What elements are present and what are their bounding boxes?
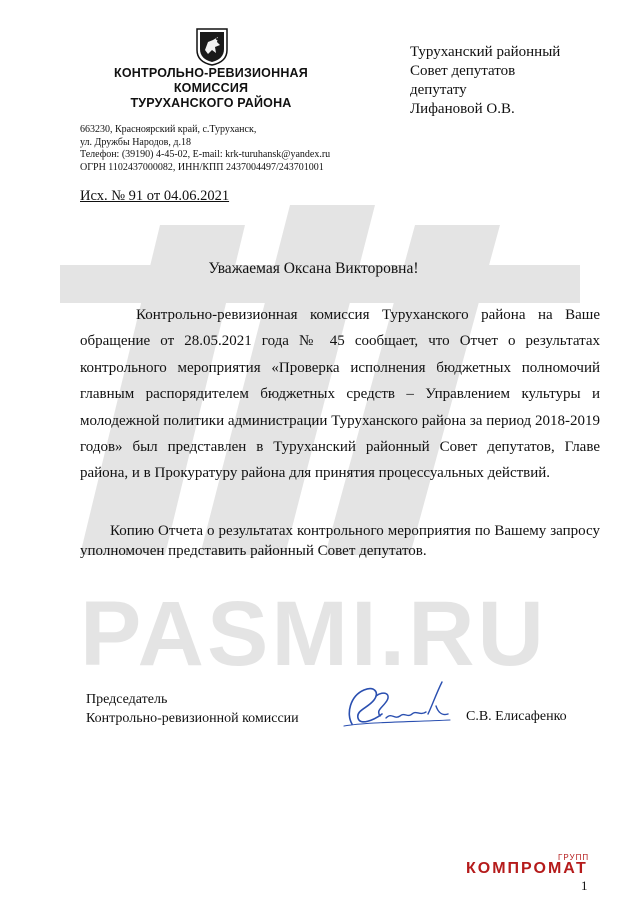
signatory-role-line: Контрольно-ревизионной комиссии	[86, 711, 299, 726]
organization-address	[80, 124, 330, 174]
brand-logo-text: КОМПРОМАТ	[466, 860, 588, 877]
recipient-line: Туруханский районный	[410, 44, 561, 60]
org-name-line: ТУРУХАНСКОГО РАЙОНА	[130, 96, 292, 110]
brand-group-label: ГРУПП	[558, 853, 590, 862]
organization-name	[86, 66, 336, 111]
coat-of-arms-icon	[196, 28, 228, 66]
page-number: 1	[581, 878, 588, 893]
handwritten-signature	[338, 676, 456, 732]
recipient-line: Совет депутатов	[410, 63, 516, 79]
address-line: ОГРН 1102437000082, ИНН/КПП 2437004497/243701001	[80, 161, 324, 173]
outgoing-number: Исх. № 91 от 04.06.2021	[80, 188, 230, 204]
body-paragraph-1: Контрольно-ревизионная комиссия Туруханского района на Ваше обращение от 28.05.2021 года № 45 сообщает, что Отчет о результатах контрольного мероприятия «Проверка исполнения бюджетных полномочий главным распорядителем бюджетных средств – Управлением культуры и молодежной политики администрации Туруханского района за период 2018-2019 годов» был представлен в Туруханский районный Совет депутатов, Главе района, и в Прокуратуру района для принятия процессуальных действий.	[80, 307, 600, 482]
signatory-role	[86, 690, 299, 728]
org-name-line: КОНТРОЛЬНО-РЕВИЗИОННАЯ	[114, 66, 308, 80]
recipient-line: Лифановой О.В.	[410, 101, 515, 117]
signatory-name: С.В. Елисафенко	[466, 709, 567, 724]
address-line: ул. Дружбы Народов, д.18	[80, 136, 191, 148]
greeting: Уважаемая Оксана Викторовна!	[208, 260, 419, 277]
address-line: Телефон: (39190) 4-45-02, E-mail: krk-turuhansk@yandex.ru	[80, 149, 331, 161]
address-line: 663230, Красноярский край, с.Туруханск,	[80, 124, 257, 135]
org-name-line: КОМИССИЯ	[173, 81, 249, 95]
body-paragraph-2: Копию Отчета о результатах контрольного мероприятия по Вашему запросу уполномочен представить районный Совет депутатов.	[80, 523, 600, 559]
recipient-block	[410, 43, 560, 119]
watermark-text: PASMI.RU	[80, 583, 547, 685]
recipient-line: депутату	[410, 82, 467, 98]
signatory-role-line: Председатель	[86, 692, 168, 707]
